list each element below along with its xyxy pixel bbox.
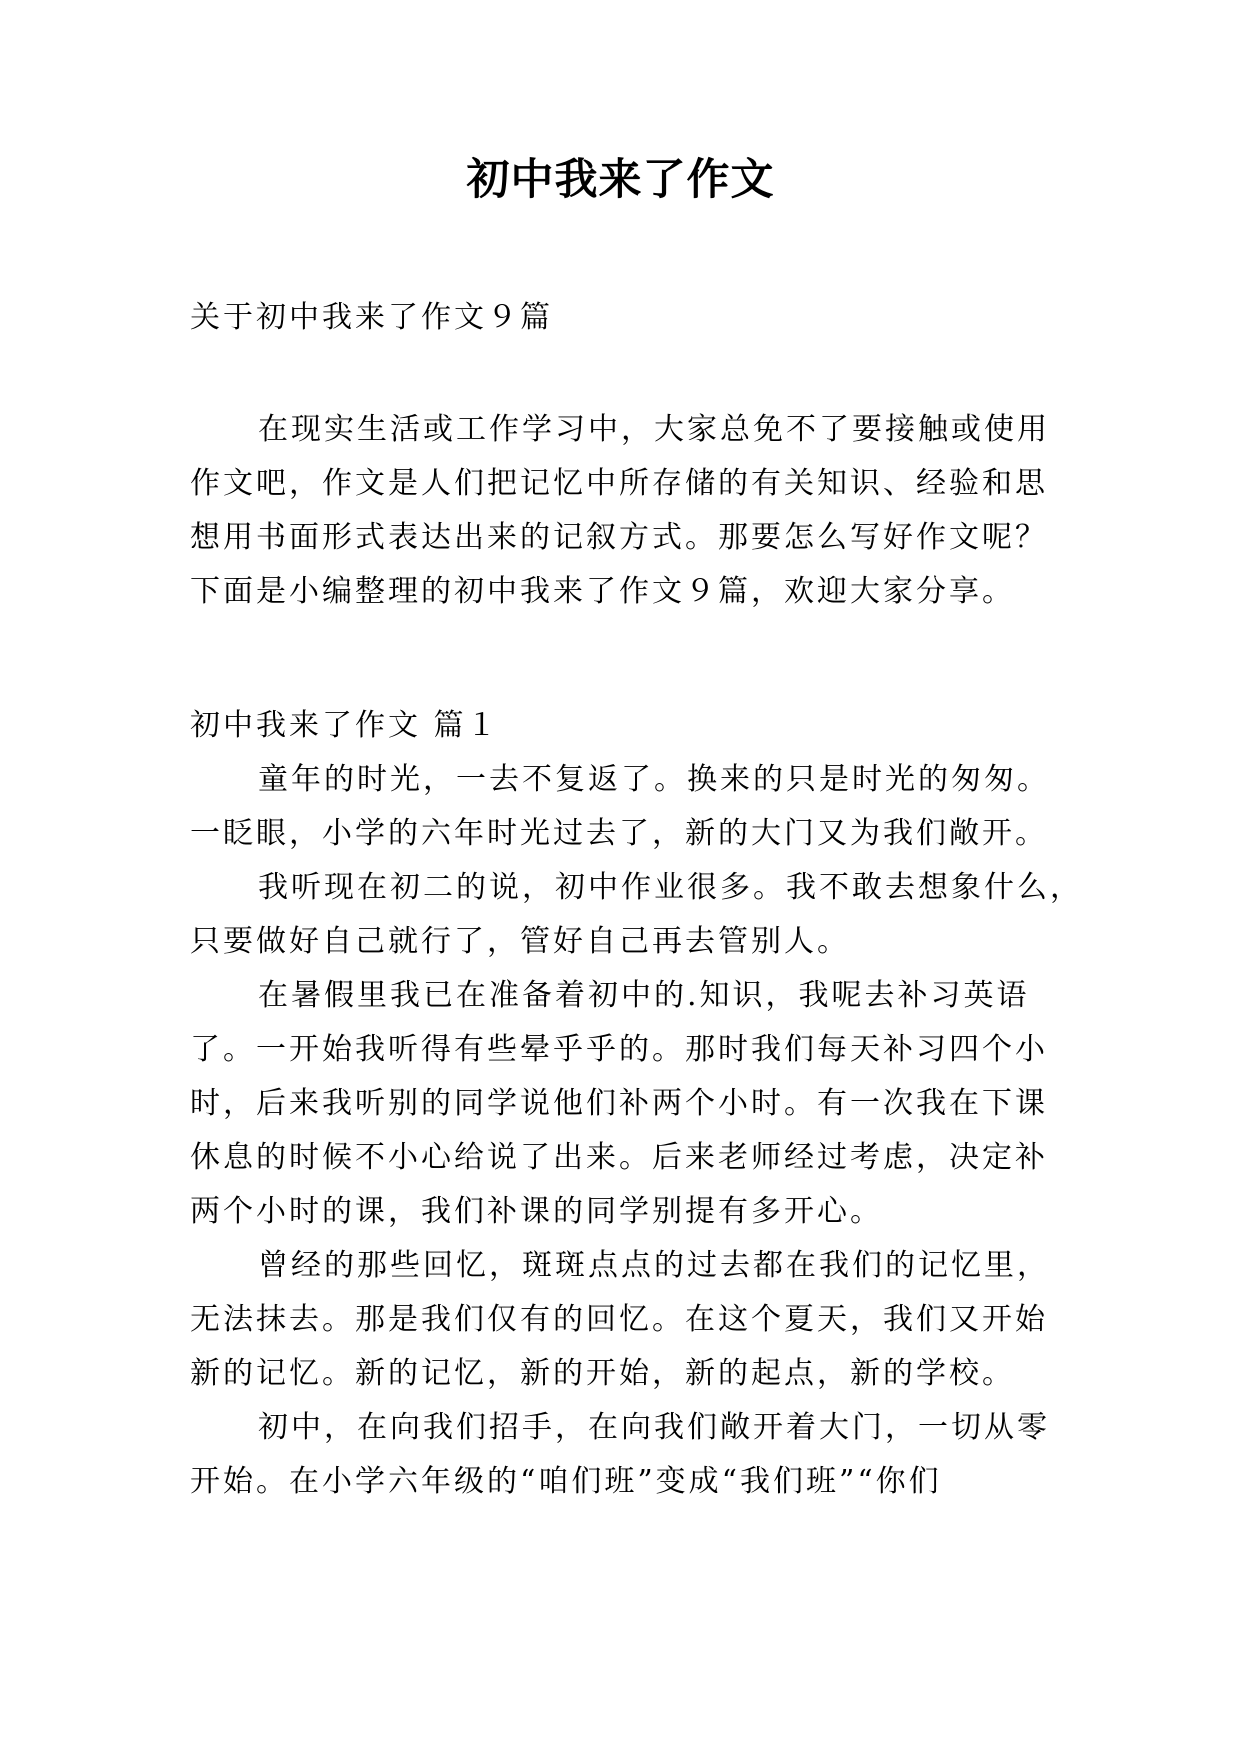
document-title: 初中我来了作文 [466, 155, 775, 205]
document-subtitle: 关于初中我来了作文９篇 [190, 300, 553, 335]
body-line: 无法抹去。那是我们仅有的回忆。在这个夏天，我们又开始 [190, 1302, 1048, 1337]
intro-line: 作文吧，作文是人们把记忆中所存储的有关知识、经验和思 [190, 466, 1048, 501]
body-line: 我听现在初二的说，初中作业很多。我不敢去想象什么， [258, 870, 1083, 905]
intro-line: 在现实生活或工作学习中，大家总免不了要接触或使用 [258, 412, 1050, 447]
body-line: 初中，在向我们招手，在向我们敞开着大门，一切从零 [258, 1410, 1050, 1445]
body-line: 童年的时光，一去不复返了。换来的只是时光的匆匆。 [258, 762, 1050, 797]
body-line: 只要做好自己就行了，管好自己再去管别人。 [190, 924, 850, 959]
body-line: 休息的时候不小心给说了出来。后来老师经过考虑，决定补 [190, 1140, 1048, 1175]
body-line: 了。一开始我听得有些晕乎乎的。那时我们每天补习四个小 [190, 1032, 1048, 1067]
body-line: 曾经的那些回忆，斑斑点点的过去都在我们的记忆里， [258, 1248, 1050, 1283]
body-line: 开始。在小学六年级的“咱们班”变成“我们班”“你们 [190, 1464, 942, 1499]
body-line: 两个小时的课，我们补课的同学别提有多开心。 [190, 1194, 883, 1229]
intro-line: 想用书面形式表达出来的记叙方式。那要怎么写好作文呢？ [190, 520, 1048, 555]
intro-line: 下面是小编整理的初中我来了作文９篇，欢迎大家分享。 [190, 574, 1015, 609]
section-heading: 初中我来了作文 篇１ [190, 708, 500, 743]
body-line: 时，后来我听别的同学说他们补两个小时。有一次我在下课 [190, 1086, 1048, 1121]
body-line: 在暑假里我已在准备着初中的.知识，我呢去补习英语 [258, 978, 1030, 1013]
body-line: 一眨眼，小学的六年时光过去了，新的大门又为我们敞开。 [190, 816, 1048, 851]
body-line: 新的记忆。新的记忆，新的开始，新的起点，新的学校。 [190, 1356, 1015, 1391]
